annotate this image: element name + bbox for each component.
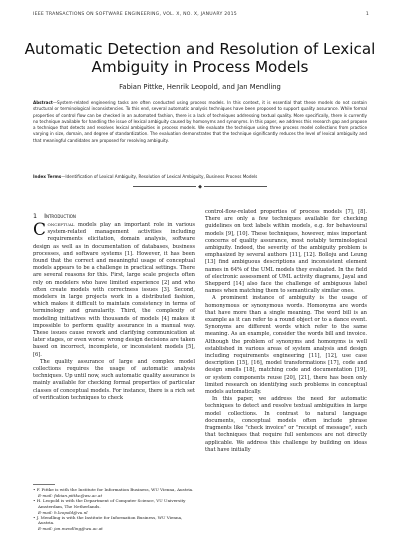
footnote-email: E-mail: jan.mendling@wu.ac.at bbox=[38, 526, 103, 532]
right-paragraph-1: control-flow-related properties of process models [7], [8]. There are only a few techniques available for checking guidelines on text labels within models, e.g. for behavioural models [9], [10]. These techniques, however, miss important concerns of quality assurance, most notably terminological ambiguity. Indeed, the severity of the ambiguity problem is emphasized by several authors [11], [12]. Bolloju and Leung [13] find ambiguous descriptions and inconsistent element names in 64% of the UML models they evaluated. In the field of electronic assessment of UML activity diagrams, Jayal and Shepperd [14] also face the challenge of ambiguous label names when matching them to semantically similar ones. bbox=[205, 209, 367, 295]
running-header bbox=[33, 12, 369, 17]
footnote-item: • J. Mendling is with the Institute for Information Business, WU Vienna, Austria. bbox=[33, 515, 183, 526]
journal-header: IEEE TRANSACTIONS ON SOFTWARE ENGINEERING, VOL. X, NO. X, JANUARY 2015 bbox=[33, 12, 237, 17]
section-heading bbox=[33, 212, 76, 220]
divider-rule-left bbox=[133, 186, 196, 187]
author-list: Fabian Pittke, Henrik Leopold, and Jan Mendling bbox=[119, 83, 281, 91]
intro-paragraph-1 bbox=[33, 222, 195, 359]
page-number: 1 bbox=[365, 12, 369, 17]
footnote-text: J. Mendling is with the Institute for Information Business, WU Vienna, Austria. bbox=[36, 515, 183, 526]
footnote-item: • F. Pittke is with the Institute for Information Business, WU Vienna, Austria. bbox=[33, 487, 194, 492]
drop-cap: C bbox=[33, 220, 47, 240]
divider-diamond-icon: ◆ bbox=[198, 183, 202, 190]
footnote-text: H. Leopold is with the Department of Computer Science, VU University Amsterdam, The Netherlands. bbox=[36, 498, 186, 509]
right-paragraph-2: A prominent instance of ambiguity is the usage of homonymous or synonymous words. Homonyms are words that have more than a single meaning. The word bill is an example as it can refer to a round object or to a dance event. Synonyms are different words which refer to the same meaning. As an example, consider the words bill and invoice. Although the problem of synonyms and homonyms is well established in various areas of system analysis and design including requirements engineering [11], [12], use case description [15], [16], model transformations [17], code and design smells [18], matching code and documentation [19], or system components reuse [20], [21], there has been only limited research on identifying such problems in conceptual models automatically. bbox=[205, 295, 367, 396]
abstract-text: —System-related engineering tasks are often conducted using process models. In this context, it is essential that these models do not contain structural or terminological inconsistencies. To this end, several automatic analysis techniques have been proposed to support quality assurance. While formal properties of control flow can be checked in an automated fashion, there is a lack of techniques addressing textual quality. More specifically, there is currently no technique available for handling the issue of lexical ambiguity caused by homonyms and synonyms. In this paper, we address this research gap and propose a technique that detects and resolves lexical ambiguities in process models. We evaluate the technique using three process model collections from practice varying in size, domain, and degree of standardization. The evaluation demonstrates that the technique significantly reduces the level of lexical ambiguity and that meaningful candidates are proposed for resolving ambiguity. bbox=[33, 100, 367, 143]
abstract-label: Abstract bbox=[33, 100, 53, 105]
footnote-rule bbox=[33, 484, 55, 485]
left-column bbox=[33, 222, 195, 402]
abstract bbox=[33, 100, 367, 144]
paper-title bbox=[20, 40, 380, 76]
footnote-email: E-mail: h.leopold@vu.nl bbox=[38, 509, 88, 515]
right-column bbox=[205, 209, 367, 454]
right-paragraph-3: In this paper, we address the need for automatic techniques to detect and resolve textual ambiguities in large model collections. In contrast to natural language documents, conceptual models often include phrase fragments like "check invoice" or "receipt of message", such that techniques that require full sentences are not directly applicable. We address this challenge by building on ideas that have initially bbox=[205, 396, 367, 453]
section-number: 1 bbox=[33, 212, 38, 220]
title-line-1: Automatic Detection and Resolution of Lexical bbox=[24, 40, 376, 58]
title-line-2: Ambiguity in Process Models bbox=[91, 58, 309, 76]
divider-rule-right bbox=[204, 186, 267, 187]
index-terms-label: Index Terms bbox=[33, 174, 62, 179]
first-word-rest: onceptual bbox=[47, 222, 75, 228]
footnote-email: E-mail: fabian.pittke@wu.ac.at bbox=[38, 492, 103, 498]
intro-paragraph-1-text: models play an important role in various system-related management activities including requirements elicitation, domain analysis, software design as well as in documentation of databases, business processes, and software systems [1]. However, it has been found that the correct and meaningful usage of conceptual models appears to be a challenge in practical settings. There are several reasons for this. First, large scale projects often rely on modelers who have limited experience [2] and who often create models with correctness issues [3]. Second, modelers in large projects work in a distributed fashion, which makes it difficult to maintain consistency in terms of terminology and granularity. Third, the complexity of modeling initiatives with thousands of models [4] makes it impossible to perform quality assurance in a manual way. These issues cause rework and clarifying communication at later stages, or even worse: wrong design decisions are taken based on incorrect, incomplete, or inconsistent models [5], [6]. bbox=[33, 222, 195, 358]
footnote-text: F. Pittke is with the Institute for Information Business, WU Vienna, Austria. bbox=[36, 487, 194, 492]
footnote-item: • H. Leopold is with the Department of Computer Science, VU University Amsterdam, The Netherlands. bbox=[33, 498, 186, 509]
index-terms bbox=[33, 174, 367, 180]
index-terms-text: —Identification of Lexical Ambiguity, Resolution of Lexical Ambiguity, Business Process Models bbox=[61, 174, 258, 179]
section-title: Introduction bbox=[44, 212, 76, 220]
intro-paragraph-2: The quality assurance of large and complex model collections requires the usage of automatic analysis techniques. Up until now, such automatic quality assurance is mainly available for checking formal properties of particular classes of conceptual models. For instance, there is a rich set of verification techniques to check bbox=[33, 358, 195, 401]
footnotes bbox=[33, 487, 195, 532]
